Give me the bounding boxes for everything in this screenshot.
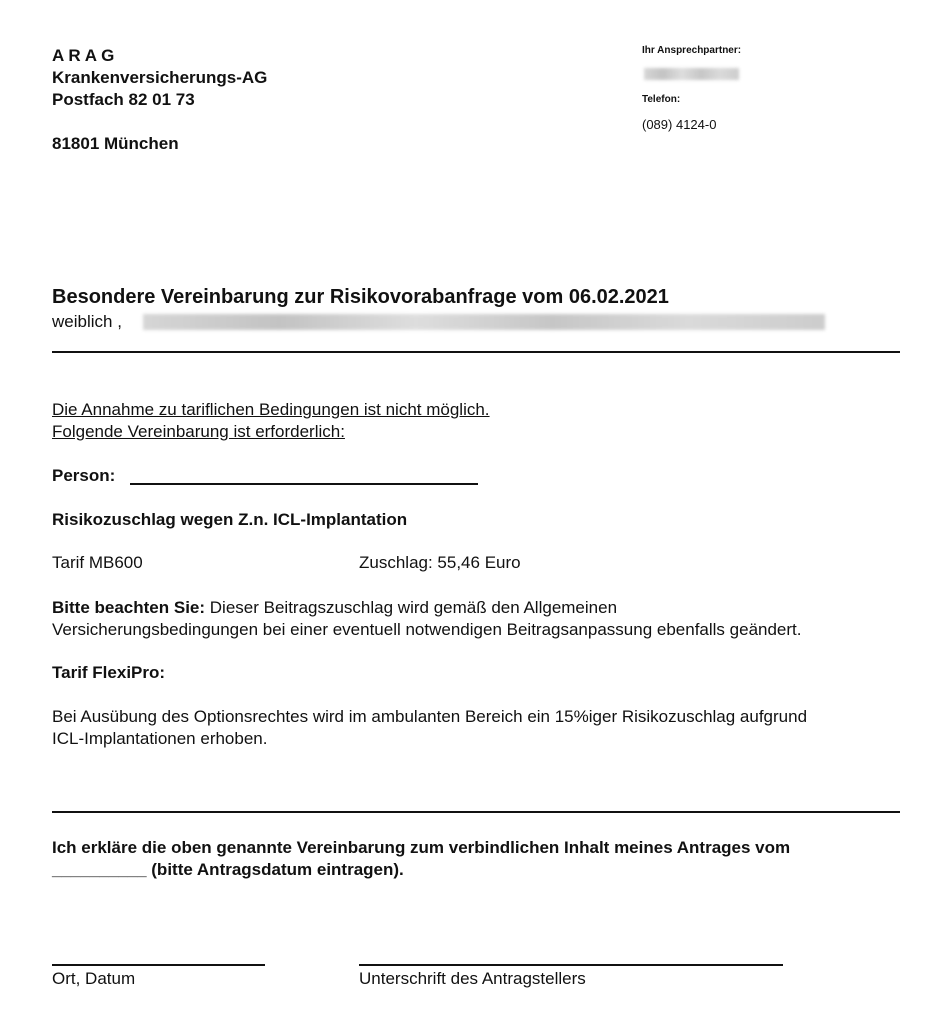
sender-company: A R A G	[52, 46, 115, 65]
signature-label: Unterschrift des Antragstellers	[359, 969, 586, 988]
surcharge-amount: Zuschlag: 55,46 Euro	[359, 553, 521, 572]
contact-partner-redacted	[644, 68, 739, 80]
signature-line	[359, 964, 783, 966]
note-bold-label: Bitte beachten Sie:	[52, 598, 206, 617]
contact-partner-label: Ihr Ansprechpartner:	[642, 45, 742, 56]
notice-line1: Die Annahme zu tariflichen Bedingungen ist nicht möglich.	[52, 400, 490, 419]
document-title: Besondere Vereinbarung zur Risikovorabanfrage vom 06.02.2021	[52, 286, 669, 308]
person-line-prefix: weiblich ,	[52, 312, 122, 331]
sender-city: 81801 München	[52, 134, 179, 153]
contact-phone: (089) 4124-0	[642, 117, 717, 132]
note-line1	[52, 597, 617, 619]
note-line2: Versicherungsbedingungen bei einer eventuell notwendigen Beitragsanpassung ebenfalls geändert.	[52, 620, 802, 639]
surcharge-tariff: Tarif MB600	[52, 553, 143, 572]
surcharge-heading: Risikozuschlag wegen Z.n. ICL-Implantation	[52, 510, 408, 529]
flexipro-line2: ICL-Implantationen erhoben.	[52, 729, 268, 748]
person-label: Person:	[52, 466, 116, 485]
note-text1: Dieser Beitragszuschlag wird gemäß den Allgemeinen	[205, 598, 618, 617]
declaration-line2-text: (bitte Antragsdatum eintragen).	[146, 860, 404, 879]
place-date-label: Ort, Datum	[52, 969, 136, 988]
declaration-date-blank: __________	[52, 860, 147, 879]
declaration-divider	[52, 811, 900, 813]
sender-postbox: Postfach 82 01 73	[52, 90, 195, 109]
place-date-line	[52, 964, 265, 966]
person-details-redacted	[143, 314, 825, 330]
sender-company-line2: Krankenversicherungs-AG	[52, 68, 268, 87]
flexipro-heading: Tarif FlexiPro:	[52, 663, 166, 682]
declaration-line2	[52, 859, 404, 881]
declaration-line1: Ich erkläre die oben genannte Vereinbarung zum verbindlichen Inhalt meines Antrages vom	[52, 838, 791, 857]
notice-line2: Folgende Vereinbarung ist erforderlich:	[52, 422, 345, 441]
header-divider	[52, 351, 900, 353]
person-blank-line	[130, 483, 478, 485]
contact-phone-label: Telefon:	[642, 94, 681, 105]
flexipro-line1: Bei Ausübung des Optionsrechtes wird im ambulanten Bereich ein 15%iger Risikozuschlag aufgrund	[52, 707, 808, 726]
